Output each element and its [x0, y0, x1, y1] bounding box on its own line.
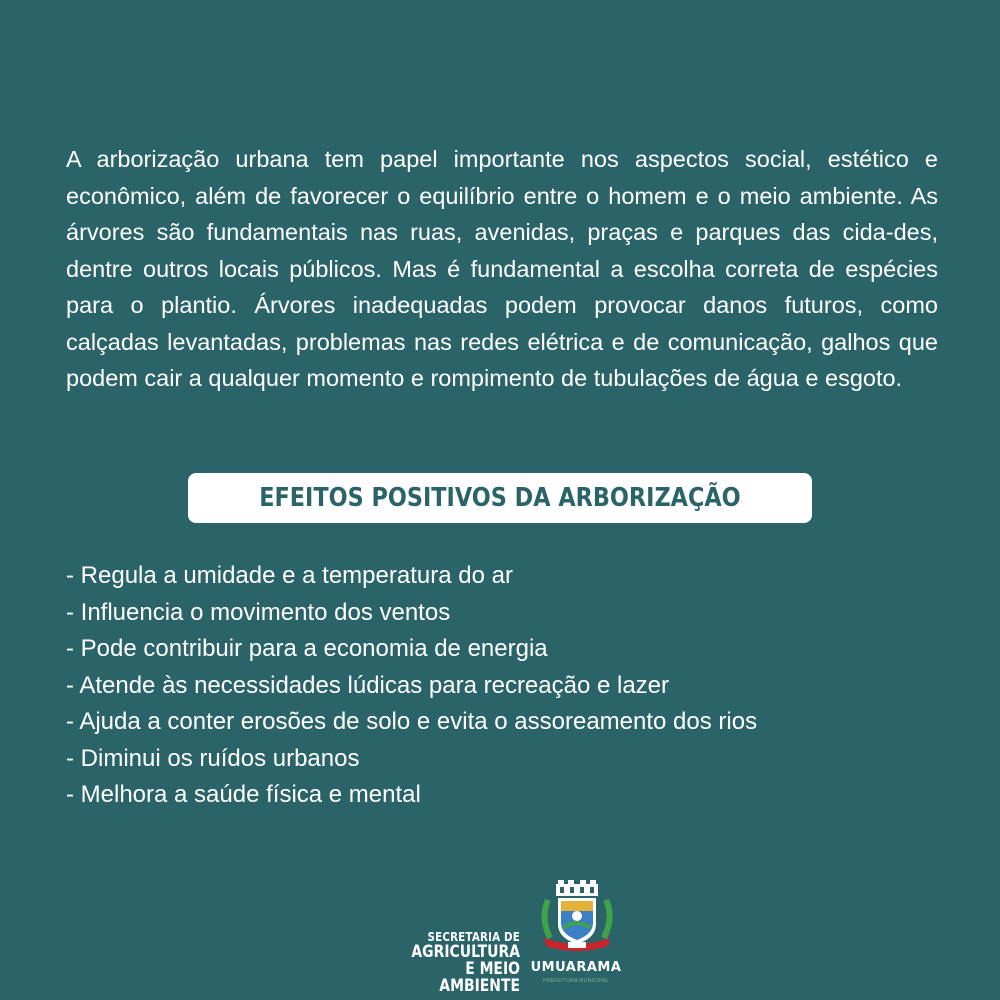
- benefit-item: - Ajuda a conter erosões de solo e evita o assoreamento dos rios: [66, 708, 758, 735]
- section-heading-box: [188, 473, 812, 523]
- secretaria-line-2: AGRICULTURA: [411, 942, 520, 962]
- city-name: UMUARAMA: [530, 960, 622, 975]
- benefit-item: - Pode contribuir para a economia de energia: [66, 635, 548, 662]
- benefit-item: - Influencia o movimento dos ventos: [66, 598, 451, 626]
- secretaria-line-3: E MEIO AMBIENTE: [439, 959, 520, 996]
- section-heading: EFEITOS POSITIVOS DA ARBORIZAÇÃO: [259, 483, 741, 513]
- intro-paragraph: A arborização urbana tem papel importante nos aspectos social, estético e econômico, além de favorecer o equilíbrio entre o homem e o meio ambiente. As árvores são fundamentais nas ruas, avenidas, praças e parques das cida-des, dentre outros locais públicos. Mas é fundamental a escolha correta de espécies para o plantio. Árvores inadequadas podem provocar danos futuros, como calçadas levantadas, problemas nas redes elétrica e de comunicação, galhos que podem cair a qualquer momento e rompimento de tubulações de água e esgoto.: [66, 146, 938, 391]
- benefit-item: - Melhora a saúde física e mental: [66, 781, 421, 808]
- secretaria-line-1: SECRETARIA DE: [427, 930, 520, 944]
- benefit-item: - Atende às necessidades lúdicas para recreação e lazer: [66, 671, 670, 699]
- coat-of-arms-icon: [538, 880, 616, 956]
- benefits-list: [66, 558, 757, 814]
- secretaria-logo: [360, 930, 520, 995]
- benefit-item: - Diminui os ruídos urbanos: [66, 744, 360, 772]
- city-subtitle: PREFEITURA MUNICIPAL: [543, 978, 609, 984]
- benefit-item: - Regula a umidade e a temperatura do ar: [66, 562, 513, 589]
